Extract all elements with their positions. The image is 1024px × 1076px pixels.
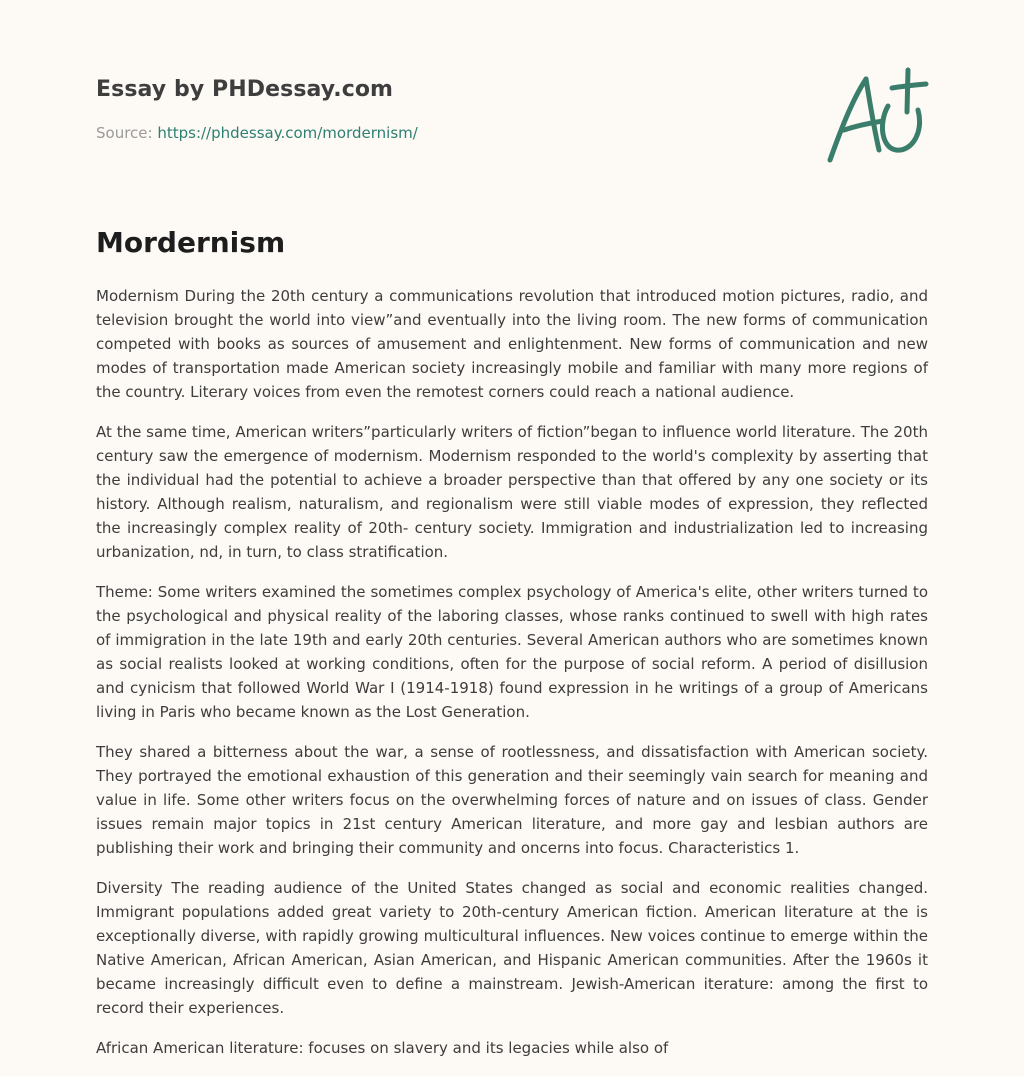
essay-paragraph: Diversity The reading audience of the United States changed as social and economic realities changed. Immigrant populations added great variety to 20th-century American fiction. American literature at the is exceptionally diverse, with rapidly growing multicultural influences. New voices continue to emerge within the Native American, African American, Asian American, and Hispanic American communities. After the 1960s it became increasingly difficult even to define a mainstream. Jewish-American iterature: among the first to record their experiences. <box>96 879 928 1017</box>
site-brand: Essay by PHDessay.com <box>96 77 394 102</box>
essay-paragraph: African American literature: focuses on slavery and its legacies while also of <box>96 1039 669 1057</box>
essay-paragraph: At the same time, American writers”particularly writers of fiction”began to influence world literature. The 20th century saw the emergence of modernism. Modernism responded to the world's complexity by asserting that the individual had the potential to achieve a broader perspective than that offered by any one society or its history. Although realism, naturalism, and regionalism were still viable modes of expression, they reflected the increasingly complex reality of 20th- century society. Immigration and industrialization led to increasing urbanization, nd, in turn, to class stratification. <box>96 423 928 561</box>
source-label: Source: <box>96 124 158 142</box>
essay-paragraph: Modernism During the 20th century a communications revolution that introduced motion pictures, radio, and television brought the world into view”and eventually into the living room. The new forms of communication competed with books as sources of amusement and enlightenment. New forms of communication and new modes of transportation made American society increasingly mobile and familiar with many more regions of the country. Literary voices from even the remotest corners could reach a national audience. <box>96 287 928 401</box>
essay-paragraph: They shared a bitterness about the war, a sense of rootlessness, and dissatisfaction with American society. They portrayed the emotional exhaustion of this generation and their seemingly vain search for meaning and value in life. Some other writers focus on the overwhelming forces of nature and on issues of class. Gender issues remain major topics in 21st century American literature, and more gay and lesbian authors are publishing their work and bringing their community and oncerns into focus. Characteristics 1. <box>96 743 928 857</box>
source-link[interactable]: https://phdessay.com/mordernism/ <box>157 124 418 142</box>
essay-body <box>96 284 928 1076</box>
source-line <box>96 124 418 142</box>
essay-paragraph: Theme: Some writers examined the sometimes complex psychology of America's elite, other writers turned to the psychological and physical reality of the laboring classes, whose ranks continued to swell with high rates of immigration in the late 19th and early 20th centuries. Several American authors who are sometimes known as social realists looked at working conditions, often for the purpose of social reform. A period of disillusion and cynicism that followed World War I (1914-1918) found expression in he writings of a group of Americans living in Paris who became known as the Lost Generation. <box>96 583 928 721</box>
a-plus-grade-icon <box>826 66 931 166</box>
page-title: Mordernism <box>96 226 286 259</box>
